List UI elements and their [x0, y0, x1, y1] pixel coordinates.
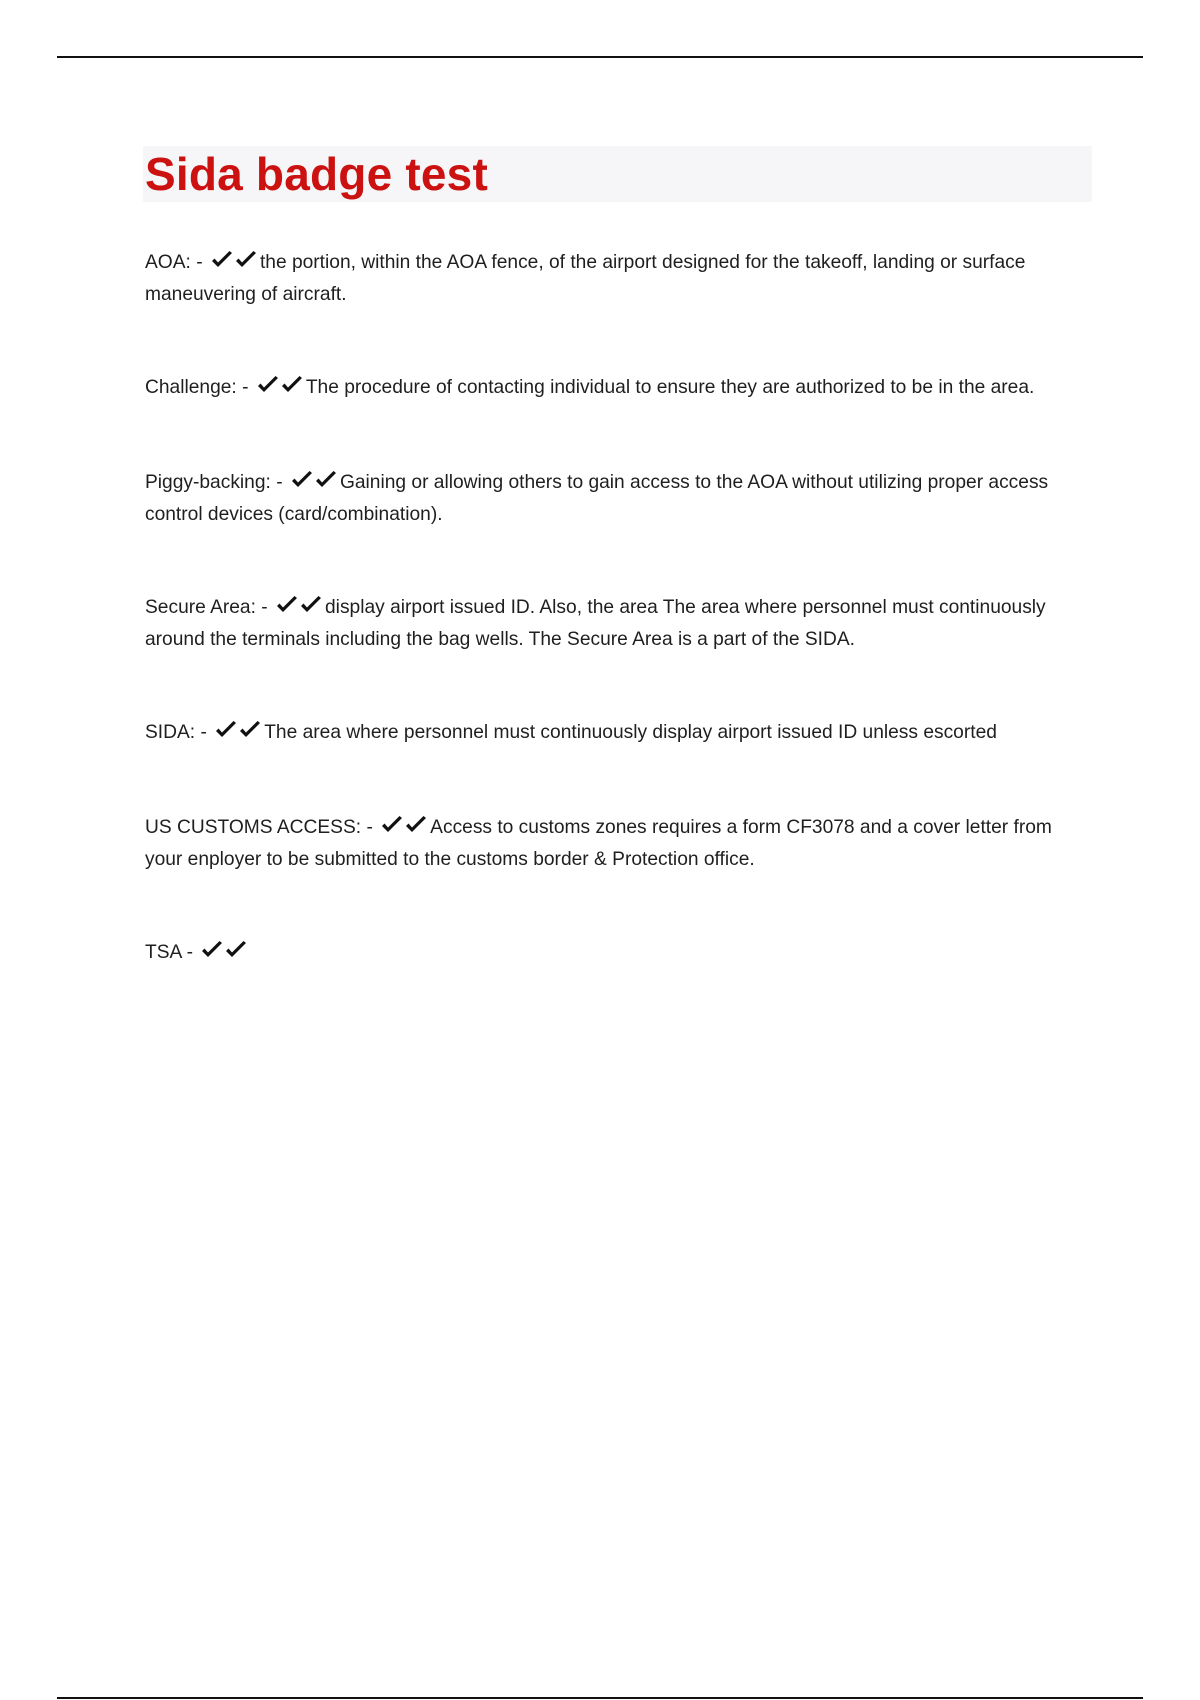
flashcard-entry [145, 373, 1080, 405]
check-icon [275, 595, 299, 615]
check-icon [224, 940, 248, 960]
answer-marker [200, 940, 248, 970]
definition: The procedure of contacting individual to ensure they are authorized to be in the area. [305, 377, 1035, 398]
separator: - [261, 597, 268, 618]
answer-marker [214, 720, 262, 750]
answer-marker [290, 470, 338, 500]
check-icon [200, 940, 224, 960]
page-title: Sida badge test [145, 148, 488, 200]
flashcard-entry [145, 468, 1080, 530]
separator: - [186, 942, 193, 963]
flashcard-list [145, 248, 1080, 970]
check-icon [214, 720, 238, 740]
answer-marker [256, 375, 304, 405]
flashcard-entry [145, 248, 1080, 310]
check-icon [290, 470, 314, 490]
top-rule [57, 56, 1143, 58]
flashcard-entry [145, 813, 1080, 875]
term: AOA: [145, 252, 191, 273]
bottom-rule [57, 1697, 1143, 1699]
answer-marker [380, 815, 428, 845]
separator: - [366, 817, 373, 838]
separator: - [200, 722, 207, 743]
check-icon [314, 470, 338, 490]
definition: the portion, within the AOA fence, of the airport designed for the takeoff, landing or surface maneuvering of aircraft. [145, 252, 1026, 305]
term: US CUSTOMS ACCESS: [145, 817, 362, 838]
term: Challenge: [145, 377, 237, 398]
check-icon [404, 815, 428, 835]
answer-marker [275, 595, 323, 625]
separator: - [196, 252, 203, 273]
definition: display airport issued ID. Also, the area The area where personnel must continuously around the terminals including the bag wells. The Secure Area is a part of the SIDA. [145, 597, 1046, 650]
separator: - [242, 377, 249, 398]
term: Secure Area: [145, 597, 256, 618]
answer-marker [210, 250, 258, 280]
definition: Access to customs zones requires a form CF3078 and a cover letter from your enployer to be submitted to the customs border & Protection office. [145, 817, 1052, 870]
check-icon [234, 250, 258, 270]
check-icon [299, 595, 323, 615]
check-icon [210, 250, 234, 270]
term: Piggy-backing: [145, 472, 271, 493]
separator: - [276, 472, 283, 493]
flashcard-entry [145, 938, 1080, 970]
flashcard-entry [145, 593, 1080, 655]
check-icon [238, 720, 262, 740]
check-icon [380, 815, 404, 835]
check-icon [280, 375, 304, 395]
flashcard-entry [145, 718, 1080, 750]
definition: The area where personnel must continuously display airport issued ID unless escorted [264, 722, 997, 743]
term: SIDA: [145, 722, 196, 743]
check-icon [256, 375, 280, 395]
term: TSA [145, 942, 182, 963]
definition: Gaining or allowing others to gain access to the AOA without utilizing proper access control devices (card/combination). [145, 472, 1049, 525]
